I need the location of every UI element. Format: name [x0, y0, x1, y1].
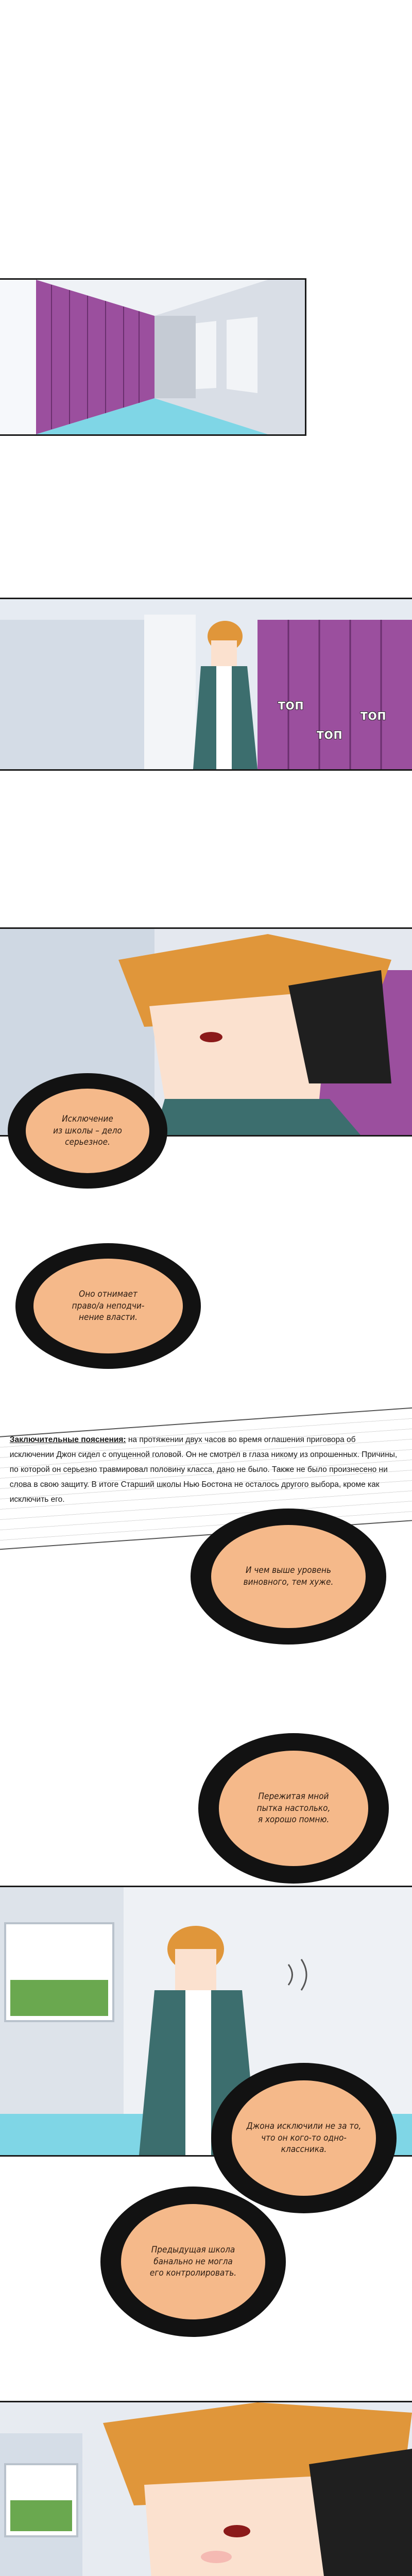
- narration-body: на протяжении двух часов во время оглашения приговора об исключении Джон сидел с опущенной головой. Он не смотрел в глаза никому из опрошенных. Причины, по которой он серьезно травмировал половину класса, дано не было. Также не было произнесено ни слова в свою защиту. В итоге Старший школы Нью Бостона не осталось другого выбора, кроме как исключить его.: [9, 1435, 398, 1504]
- thought-bubble: [13, 1242, 203, 1370]
- sfx-step: ТОП: [278, 700, 304, 712]
- bubble-text: Предыдущая школа банально не могла его контролировать.: [149, 2244, 237, 2279]
- bubble-text: Пережитая мной пытка настолько, я хорошо помню.: [256, 1791, 331, 1825]
- narration-lead: Заключительные пояснения:: [9, 1435, 126, 1445]
- bubble-text: Джона исключили не за то, что он кого-то одно- классника.: [246, 2121, 362, 2155]
- bubble-text: Исключение из школы – дело серьезное.: [53, 1113, 122, 1148]
- panel-hallway: [0, 278, 306, 436]
- panel-closeup-2: [0, 2401, 412, 2576]
- sfx-step: ТОП: [360, 710, 387, 722]
- panel-walking: [0, 598, 412, 771]
- thought-bubble: [98, 2184, 288, 2339]
- bubble-text: И чем выше уровень виновного, тем хуже.: [243, 1565, 334, 1587]
- thought-bubble: [196, 1731, 391, 1886]
- thought-bubble: [188, 1507, 389, 1646]
- bubble-text: Оно отнимает право/а неподчи- нение власти.: [72, 1289, 145, 1323]
- closeup-worried-illustration: [0, 2402, 412, 2576]
- thought-bubble: [5, 1072, 170, 1190]
- hallway-illustration: [0, 280, 305, 434]
- walking-illustration: [0, 599, 412, 769]
- sfx-step: ТОП: [317, 729, 343, 741]
- narration-text: [10, 1432, 401, 1507]
